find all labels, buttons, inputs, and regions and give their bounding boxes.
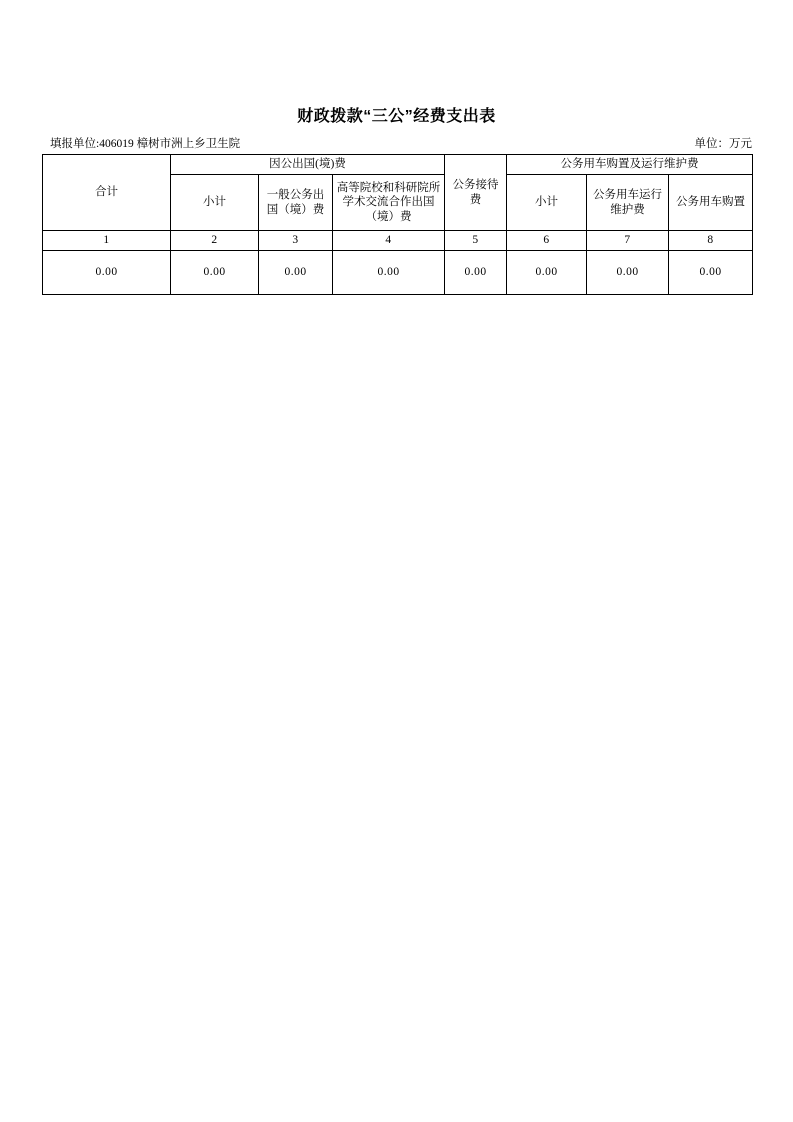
header-abroad-subtotal: 小计 [171,175,259,231]
header-reception: 公务接待费 [445,155,507,231]
table-index-row [43,231,753,251]
header-total: 合计 [43,155,171,231]
col-index-6: 6 [507,231,587,251]
expense-table [42,154,753,295]
col-index-7: 7 [587,231,669,251]
header-vehicle-maintenance: 公务用车运行维护费 [587,175,669,231]
value-abroad-academic: 0.00 [333,251,445,295]
value-total: 0.00 [43,251,171,295]
table-row [43,251,753,295]
page-title: 财政拨款“三公”经费支出表 [297,108,496,125]
col-index-5: 5 [445,231,507,251]
header-vehicle-purchase: 公务用车购置 [669,175,753,231]
value-vehicle-subtotal: 0.00 [507,251,587,295]
table-group-header-row [43,155,753,175]
header-vehicle-subtotal: 小计 [507,175,587,231]
value-vehicle-purchase: 0.00 [669,251,753,295]
col-index-3: 3 [259,231,333,251]
col-index-4: 4 [333,231,445,251]
group-header-abroad: 因公出国(境)费 [171,155,445,175]
col-index-8: 8 [669,231,753,251]
value-abroad-subtotal: 0.00 [171,251,259,295]
col-index-1: 1 [43,231,171,251]
unit-note: 单位：万元 [694,138,752,150]
col-index-2: 2 [171,231,259,251]
group-header-vehicle: 公务用车购置及运行维护费 [507,155,753,175]
value-reception: 0.00 [445,251,507,295]
header-abroad-academic: 高等院校和科研院所学术交流合作出国（境）费 [333,175,445,231]
filing-unit-value: 406019 樟树市洲上乡卫生院 [99,138,241,150]
value-vehicle-maintenance: 0.00 [587,251,669,295]
header-abroad-general: 一般公务出国（境）费 [259,175,333,231]
meta-row [42,135,752,151]
value-abroad-general: 0.00 [259,251,333,295]
filing-unit [50,135,240,151]
filing-unit-label: 填报单位: [50,138,100,150]
